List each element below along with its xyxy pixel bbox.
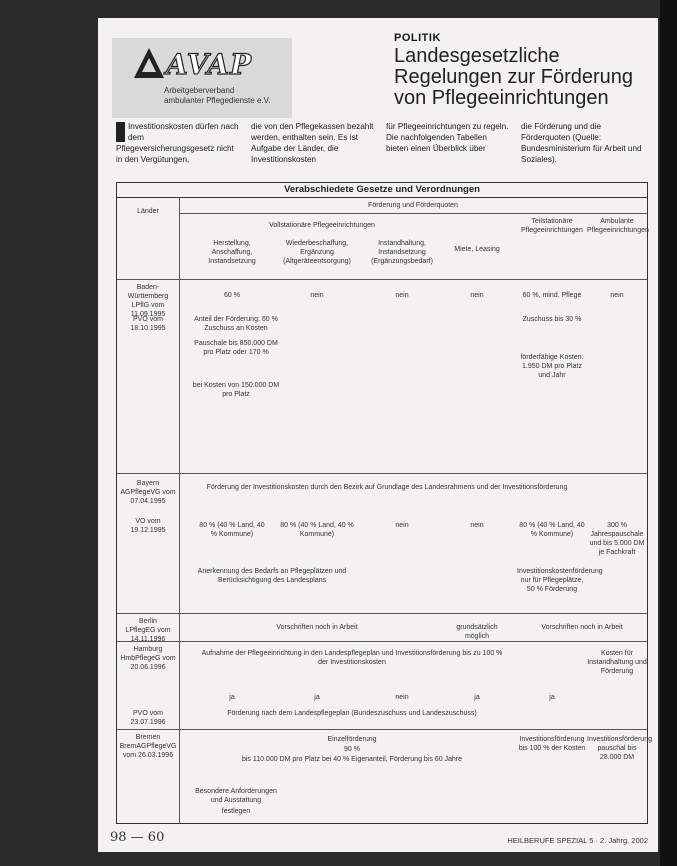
bremen-text-1: Einzelförderung	[327, 736, 377, 743]
bw-value-1: 60 %	[224, 292, 240, 299]
hamburg-cell-1: ja	[229, 694, 235, 701]
bw-law: LPflG vom 11.09.1995	[130, 302, 166, 318]
col-header-laender: Länder	[137, 208, 159, 215]
logo-subtitle-line1: Arbeitgeberverband	[164, 86, 235, 95]
bayern-law: AGPflegeVG vom 07.04.1995	[120, 489, 176, 505]
col-header-wiederbeschaffung: Wiederbeschaffung, Ergänzung (Altgeräteentsorgung)	[283, 240, 351, 265]
bw-value-4: nein	[470, 292, 484, 299]
hamburg-cell-2: ja	[314, 694, 320, 701]
col-header-vollstationaer: Vollstationäre Pflegeeinrichtungen	[269, 222, 375, 229]
handwritten-page-number: 98 — 60	[110, 830, 165, 845]
intro-column-2: die von den Pflegekassen bezahlt werden, enthalten sein. Es ist Aufgabe der Länder, die Investitionskosten	[251, 122, 374, 164]
berlin-value-1: Vorschriften noch in Arbeit	[276, 624, 358, 631]
col-header-teilstationaer: Teilstationäre Pflegeeinrichtungen	[521, 218, 583, 234]
bw-text-1: Pauschale bis 850.000 DM pro Platz oder 170 %	[194, 340, 278, 356]
bw-pvo-note-2: Zuschuss bis 30 %	[522, 316, 582, 323]
bayern-value-3: nein	[395, 522, 409, 529]
row-rule	[117, 729, 647, 730]
bremen-note: Besondere Anforderungen und Ausstattung	[195, 788, 277, 804]
hamburg-value-1: Kosten für Instandhaltung und Förderung	[587, 650, 647, 675]
bayern-vo: VO vom 19.12.1995	[130, 518, 166, 534]
hamburg-vo: PVO vom 23.07.1996	[130, 710, 166, 726]
hamburg-text: Aufnahme der Pflegeeinrichtung in den Landespflegeplan und Investitionsförderung bis zu 100 % der Investitionskosten	[201, 650, 503, 666]
bremen-note-2: festlegen	[221, 808, 251, 815]
logo-subtitle-line2: ambulanter Pflegedienste e.V.	[164, 96, 271, 105]
intro-text-1: Investitionskosten dürfen nach dem Pflegeversicherungsgesetz nicht in den Vergütungen,	[116, 122, 239, 164]
bremen-value-1: Investitionsförderung bis 100 % der Kosten	[518, 736, 586, 752]
magazine-page	[98, 18, 658, 852]
bayern-note: Anerkennung des Bedarfs an Pflegeplätzen und Berücksichtigung des Landesplans	[197, 568, 347, 584]
bayern-value-5: 80 % (40 % Land, 40 % Kommune)	[519, 522, 585, 538]
berlin-value-2: grundsätzlich möglich	[456, 624, 498, 640]
bremen-text-3: bis 110.000 DM pro Platz bei 40 % Eigenanteil, Förderung bis 60 Jahre	[241, 756, 463, 763]
bw-pvo-note: Anteil der Förderung: 60 % Zuschuss an Kosten	[194, 316, 278, 332]
berlin-value-3: Vorschriften noch in Arbeit	[541, 624, 623, 631]
row-bayern-land	[117, 479, 179, 506]
bw-value-2: nein	[310, 292, 324, 299]
hamburg-vo-text: Förderung nach dem Landespflegeplan (Bundeszuschuss und Landeszuschuss)	[227, 710, 477, 717]
intro-text	[116, 121, 646, 165]
journal-footer: HEILBERUFE SPEZIAL 5 · 2. Jahrg. 2002	[507, 836, 648, 845]
berlin-name: Berlin	[139, 618, 157, 625]
bayern-note-2: Investitionskostenförderung nur für Pflegeplätze, 50 % Förderung	[517, 568, 603, 593]
page-title: Landesgesetzliche Regelungen zur Förderung von Pflegeeinrichtungen	[394, 45, 634, 109]
bw-text-3: förderfähige Kosten: 1.950 DM pro Platz und Jahr	[520, 354, 584, 379]
hamburg-name: Hamburg	[133, 646, 163, 653]
bw-value-6: nein	[610, 292, 624, 299]
bayern-value-4: nein	[470, 522, 484, 529]
bw-value-5: 60 %, mind. Pflege	[522, 292, 582, 299]
row-rule	[117, 279, 647, 280]
section-label: POLITIK	[394, 32, 441, 44]
bw-pvo: PVO vom 18.10.1995	[130, 316, 166, 332]
table-caption: Verabschiedete Gesetze und Verordnungen	[117, 183, 647, 198]
col-header-instandhaltung: Instandhaltung, Instandsetzung (Ergänzungsbedarf)	[371, 240, 433, 265]
bw-value-3: nein	[395, 292, 409, 299]
row-hamburg-land	[117, 645, 179, 672]
row-bw-land	[117, 283, 179, 319]
bayern-value-6: 300 % Jahrespauschale und bis 5.000 DM je Fachkraft	[589, 522, 645, 556]
logo-wordmark: AVAP	[166, 48, 253, 81]
bremen-value-2: Investitionsförderung pauschal bis 28.000 DM	[587, 736, 652, 761]
book-binding	[660, 0, 677, 866]
bayern-value-1: 80 % (40 % Land, 40 % Kommune)	[199, 522, 265, 538]
bremen-text-2: 90 %	[344, 746, 360, 753]
logo-subtitle	[164, 86, 270, 106]
col-header-herstellung: Herstellung, Anschaffung, Instandsetzung	[208, 240, 256, 265]
triangle-logo-icon	[132, 46, 166, 80]
row-bremen-land	[117, 733, 179, 760]
bayern-value-2: 80 % (40 % Land, 40 % Kommune)	[280, 522, 354, 538]
hamburg-cell-4: ja	[474, 694, 480, 701]
intro-column-1	[116, 121, 241, 165]
row-rule	[117, 473, 647, 474]
bayern-name: Bayern	[136, 480, 160, 487]
bw-name: Baden-Württemberg	[127, 284, 169, 300]
bremen-law: BremAGPflegeVG vom 26.03.1996	[119, 743, 177, 759]
hamburg-cell-3: nein	[395, 694, 409, 701]
row-rule	[117, 613, 647, 614]
dropcap	[116, 122, 125, 142]
intro-column-4: die Förderung und die Förderquoten (Quelle: Bundesministerium für Arbeit und Soziales).	[521, 122, 642, 164]
bremen-name: Bremen	[135, 734, 161, 741]
funding-table	[116, 182, 652, 824]
hamburg-law: HmbPflegeG vom 20.06.1996	[120, 655, 176, 671]
header-rule	[179, 213, 647, 214]
col-header-ambulant: Ambulante Pflegeeinrichtungen	[587, 218, 649, 234]
row-rule	[117, 641, 647, 642]
bw-text-2: bei Kosten von 150.000 DM pro Platz	[192, 382, 280, 398]
avap-logo	[112, 38, 292, 118]
hamburg-cell-5: ja	[549, 694, 555, 701]
intro-column-3: für Pflegeeinrichtungen zu regeln. Die nachfolgenden Tabellen bieten einen Überblick über	[386, 122, 509, 153]
berlin-law: LPflegEG vom 14.11.1996	[125, 627, 171, 643]
col-header-miete: Miete, Leasing	[454, 246, 500, 253]
row-berlin-land	[117, 617, 179, 644]
col-header-foerderung: Förderung und Förderquoten	[368, 202, 458, 209]
bayern-text: Förderung der Investitionskosten durch den Bezirk auf Grundlage des Landesrahmens und der Investitionsförderung	[206, 484, 568, 491]
